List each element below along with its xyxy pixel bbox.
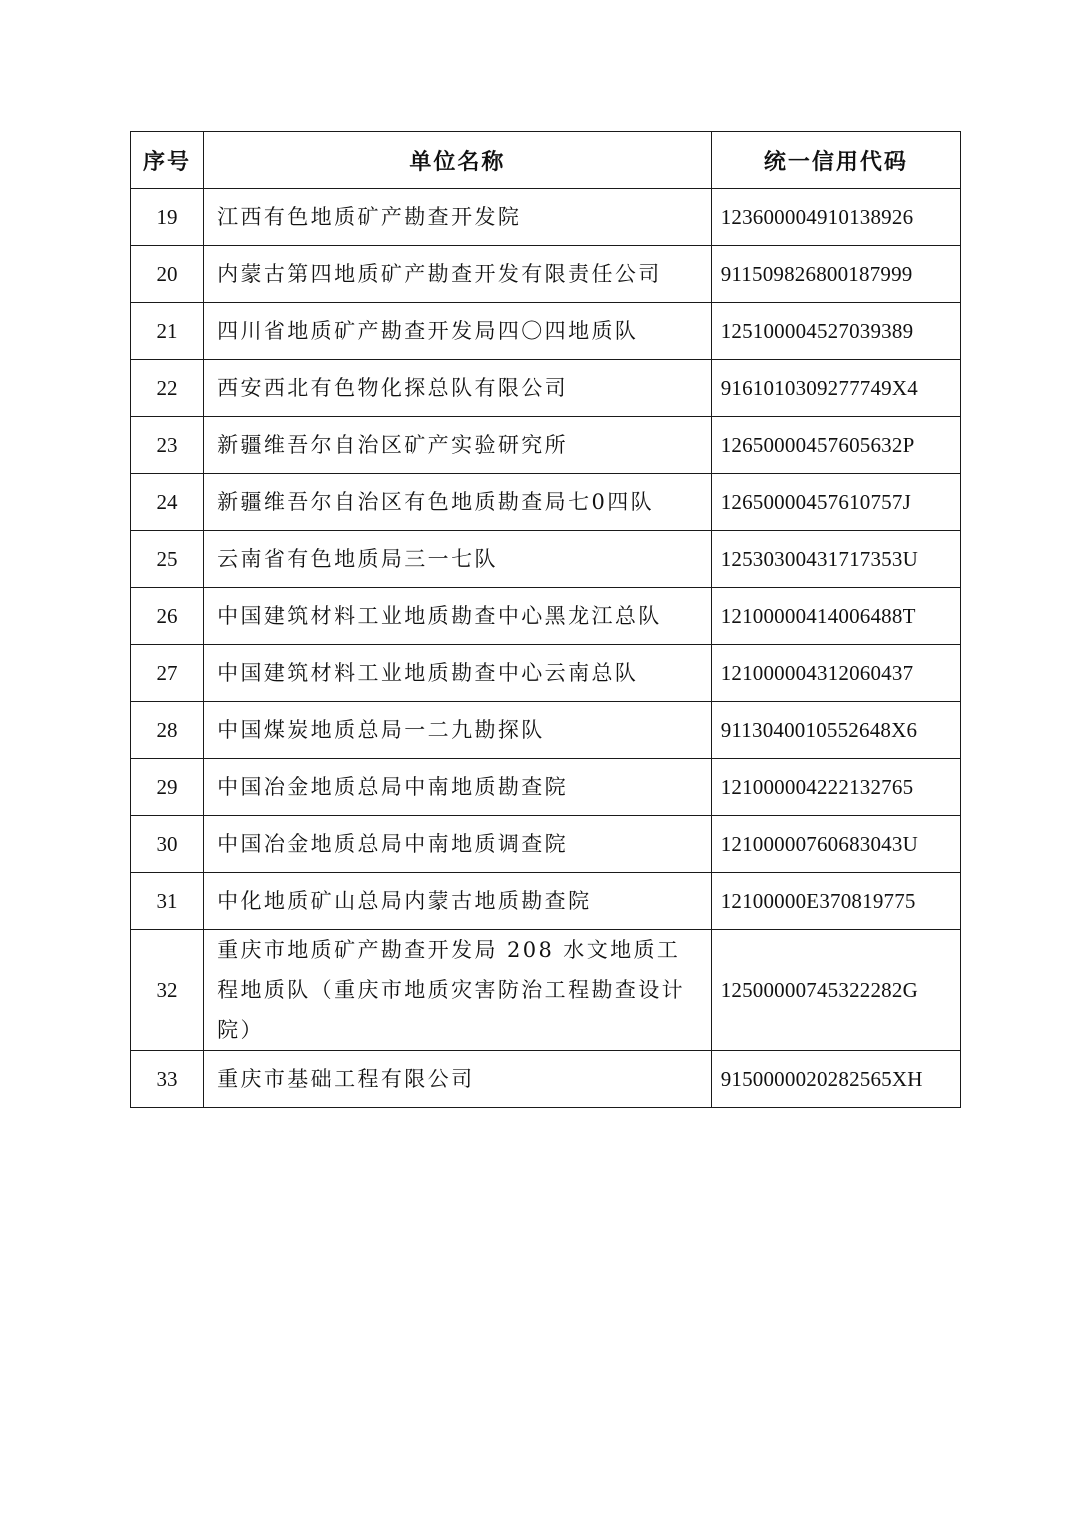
credit-code-cell: 12650000457610757J [711,474,960,531]
serial-number-cell: 33 [131,1051,204,1108]
unit-name-cell: 中化地质矿山总局内蒙古地质勘查院 [204,873,712,930]
unit-name-cell: 新疆维吾尔自治区矿产实验研究所 [204,417,712,474]
credit-code-cell: 121000004312060437 [711,645,960,702]
credit-code-cell: 9113040010552648X6 [711,702,960,759]
unit-name-cell: 重庆市基础工程有限公司 [204,1051,712,1108]
credit-code-cell: 911509826800187999 [711,246,960,303]
unit-name-cell: 西安西北有色物化探总队有限公司 [204,360,712,417]
table-row [131,246,961,303]
unit-name-cell: 新疆维吾尔自治区有色地质勘查局七0四队 [204,474,712,531]
table-row [131,873,961,930]
credit-code-cell: 12530300431717353U [711,531,960,588]
table-row [131,588,961,645]
credit-code-cell: 125100004527039389 [711,303,960,360]
table-row [131,417,961,474]
serial-number-cell: 26 [131,588,204,645]
credit-code-cell: 12100000E370819775 [711,873,960,930]
credit-code-cell: 12650000457605632P [711,417,960,474]
table-row [131,360,961,417]
credit-code-cell: 121000004222132765 [711,759,960,816]
unit-name-cell: 江西有色地质矿产勘查开发院 [204,189,712,246]
unit-name-cell: 内蒙古第四地质矿产勘查开发有限责任公司 [204,246,712,303]
unit-name-cell: 四川省地质矿产勘查开发局四〇四地质队 [204,303,712,360]
header-unit-name: 单位名称 [204,132,712,189]
serial-number-cell: 31 [131,873,204,930]
serial-number-cell: 21 [131,303,204,360]
table-row [131,303,961,360]
serial-number-cell: 30 [131,816,204,873]
serial-number-cell: 29 [131,759,204,816]
table-header-row [131,132,961,189]
serial-number-cell: 25 [131,531,204,588]
serial-number-cell: 22 [131,360,204,417]
table-row [131,531,961,588]
table-row [131,702,961,759]
serial-number-cell: 27 [131,645,204,702]
credit-code-cell: 123600004910138926 [711,189,960,246]
header-serial-number: 序号 [131,132,204,189]
table-row [131,816,961,873]
serial-number-cell: 20 [131,246,204,303]
table-row [131,474,961,531]
unit-name-cell: 中国冶金地质总局中南地质勘查院 [204,759,712,816]
credit-code-cell: 9161010309277749X4 [711,360,960,417]
unit-name-cell: 中国建筑材料工业地质勘查中心黑龙江总队 [204,588,712,645]
serial-number-cell: 23 [131,417,204,474]
unit-name-cell: 中国建筑材料工业地质勘查中心云南总队 [204,645,712,702]
unit-name-cell: 云南省有色地质局三一七队 [204,531,712,588]
table-row [131,930,961,1051]
serial-number-cell: 19 [131,189,204,246]
table-row [131,645,961,702]
unit-name-cell: 中国煤炭地质总局一二九勘探队 [204,702,712,759]
unit-name-cell: 中国冶金地质总局中南地质调查院 [204,816,712,873]
table-row [131,1051,961,1108]
credit-code-cell: 12100000760683043U [711,816,960,873]
serial-number-cell: 28 [131,702,204,759]
credit-code-cell: 12500000745322282G [711,930,960,1051]
credit-code-table [130,131,961,1108]
unit-name-cell: 重庆市地质矿产勘查开发局 208 水文地质工程地质队（重庆市地质灾害防治工程勘查设计院） [204,930,712,1051]
table-row [131,189,961,246]
credit-code-cell: 12100000414006488T [711,588,960,645]
table-row [131,759,961,816]
serial-number-cell: 32 [131,930,204,1051]
credit-code-cell: 9150000020282565XH [711,1051,960,1108]
serial-number-cell: 24 [131,474,204,531]
header-credit-code: 统一信用代码 [711,132,960,189]
